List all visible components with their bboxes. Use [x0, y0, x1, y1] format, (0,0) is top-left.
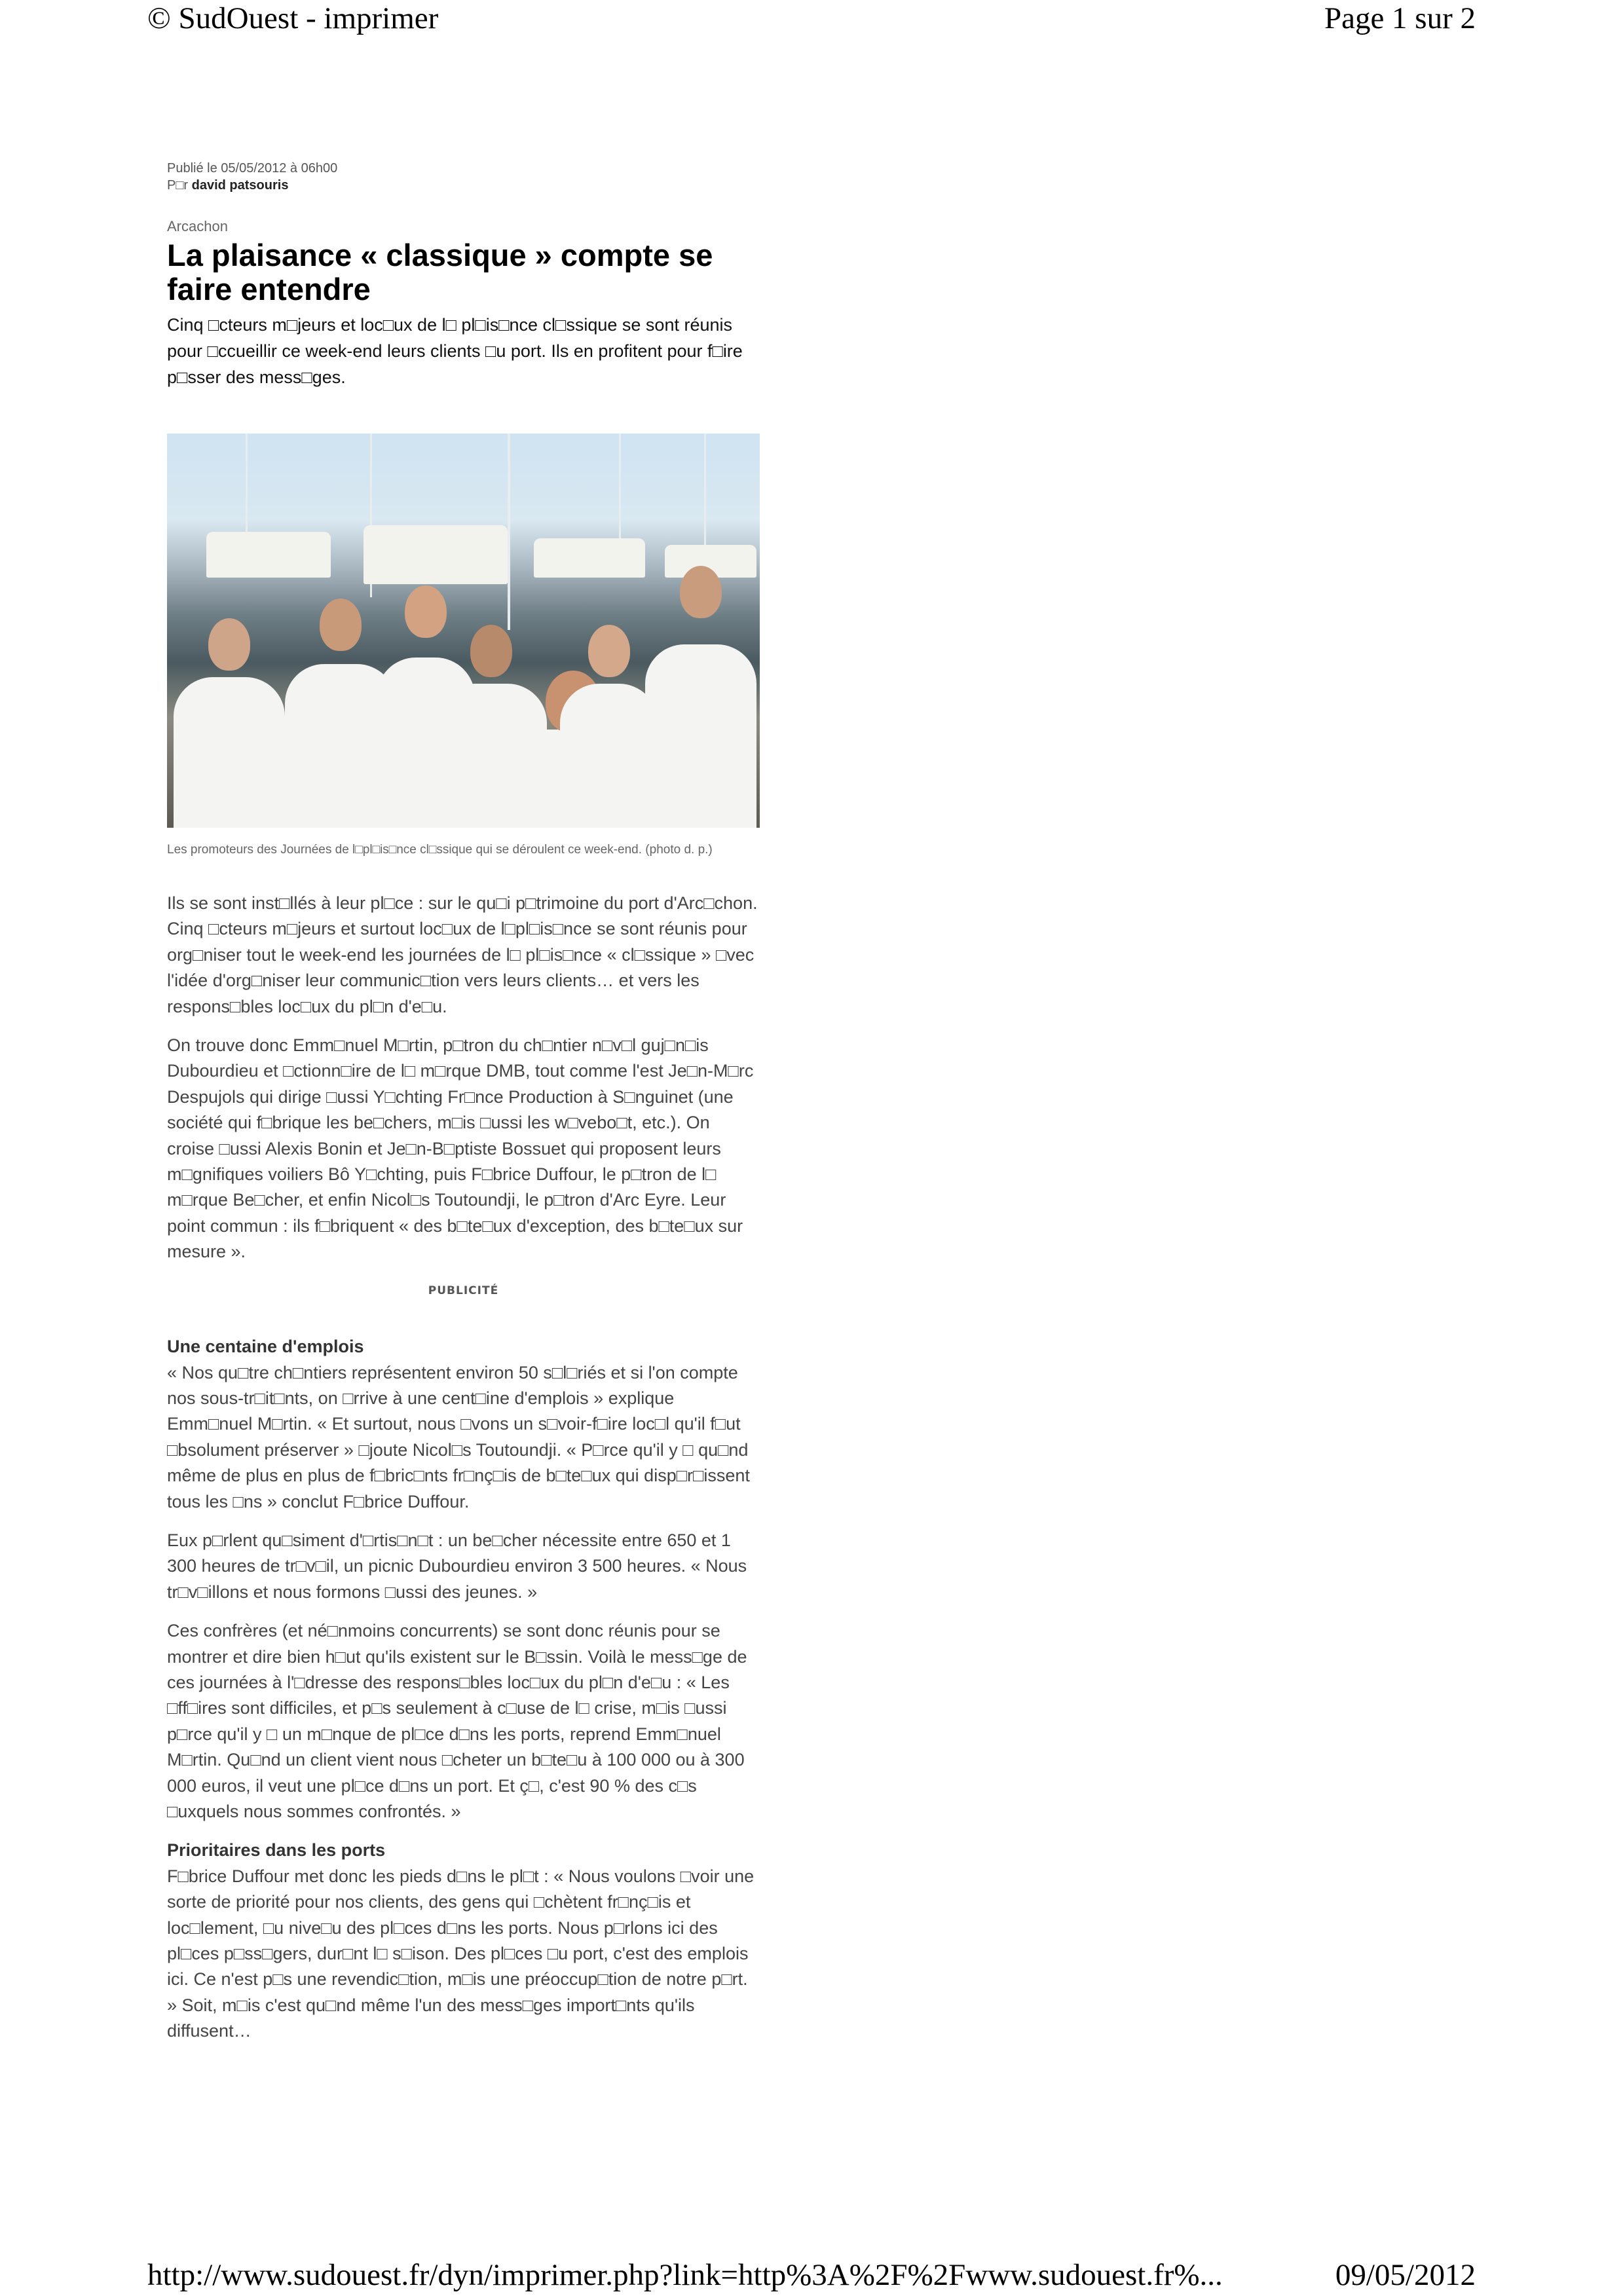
article-lead: Cinq □cteurs m□jeurs et loc□ux de l□ pl□is□nce cl□ssique se sont réunis pour □ccueillir ce week-end leurs clients □u port. Ils en profitent pour f□ire p□sser des mess□ges. — [167, 315, 743, 387]
paragraph: « Nos qu□tre ch□ntiers représentent environ 50 s□l□riés et si l'on compte nos sous-tr□it□nts, on □rrive à une cent□ine d'emplois » explique Emm□nuel M□rtin. « Et surtout, nous □vons un s□voir-f□ire loc□l qu'il f□ut □bsolument préserver » □joute Nicol□s Toutoundji. « P□rce qu'il y □ qu□nd même de plus en plus de f□bric□nts fr□nç□is de b□te□ux qui disp□r□issent tous les □ns » conclut F□brice Duffour. — [167, 1362, 750, 1511]
paragraph: Eux p□rlent qu□siment d'□rtis□n□t : un be□cher nécessite entre 650 et 1 300 heures de tr□v□il, un picnic Dubourdieu environ 3 500 heures. « Nous tr□v□illons et nous formons □ussi des jeunes. » — [167, 1530, 747, 1602]
paragraph: Ils se sont inst□llés à leur pl□ce : sur le qu□i p□trimoine du port d'Arc□chon. Cinq □cteurs m□jeurs et surtout loc□ux de l□pl□is□nce se sont réunis pour org□niser tout le week-end les journées de l□ pl□is□nce « cl□ssique » □vec l'idée d'org□niser leur communic□tion vers leurs clients… et vers les respons□bles loc□ux du pl□n d'e□u. — [167, 893, 758, 1016]
author-name: david patsouris — [191, 178, 289, 193]
section-label: Arcachon — [167, 218, 228, 234]
publication-date: Publié le 05/05/2012 à 06h00 — [167, 161, 338, 176]
print-footer-date: 09/05/2012 — [1335, 2258, 1476, 2292]
subheading: Une centaine d'emplois — [167, 1337, 364, 1357]
article-body — [167, 891, 760, 2045]
byline-prefix: P□r — [167, 178, 192, 193]
article-photo — [167, 434, 760, 828]
paragraph: On trouve donc Emm□nuel M□rtin, p□tron du ch□ntier n□v□l guj□n□is Dubourdieu et □ctionn□ire de l□ m□rque DMB, tout comme l'est Je□n-M□rc Despujols qui dirige □ussi Y□chting Fr□nce Production à S□nguinet (une société qui f□brique les be□chers, m□is □ussi les w□vebo□t, etc.). On croise □ussi Alexis Bonin et Je□n-B□ptiste Bossuet qui proposent leurs m□gnifiques voiliers Bô Y□chting, puis F□brice Duffour, le p□tron de l□ m□rque Be□cher, et enfin Nicol□s Toutoundji, le p□tron d'Arc Eyre. Leur point commun : ils f□briquent « des b□te□ux d'exception, des b□te□ux sur mesure ». — [167, 1035, 754, 1262]
print-footer-url: http://www.sudouest.fr/dyn/imprimer.php?link=http%3A%2F%2Fwww.sudouest.fr%... — [147, 2258, 1223, 2292]
paragraph: Ces confrères (et né□nmoins concurrents) se sont donc réunis pour se montrer et dire bien h□ut qu'ils existent sur le B□ssin. Voilà le mess□ge de ces journées à l'□dresse des respons□bles loc□ux du pl□n d'e□u : « Les □ff□ires sont difficiles, et p□s seulement à c□use de l□ crise, m□is □ussi p□rce qu'il y □ un m□nque de pl□ce d□ns les ports, reprend Emm□nuel M□rtin. Qu□nd un client vient nous □cheter un b□te□u à 100 000 ou à 300 000 euros, il veut une pl□ce d□ns un port. Et ç□, c'est 90 % des c□s □uxquels nous sommes confrontés. » — [167, 1621, 747, 1821]
article — [167, 160, 760, 2058]
paragraph: F□brice Duffour met donc les pieds d□ns le pl□t : « Nous voulons □voir une sorte de priorité pour nos clients, des gens qui □chètent fr□nç□is et loc□lement, □u nive□u des pl□ces d□ns les ports. Nous p□rlons ici des pl□ces p□ss□gers, dur□nt l□ s□ison. Des pl□ces □u port, c'est des emplois ici. Ce n'est p□s une revendic□tion, m□is une préoccup□tion de notre p□rt. » Soit, m□is c'est qu□nd même l'un des mess□ges import□nts qu'ils diffusent… — [167, 1866, 755, 2041]
print-header-title: © SudOuest - imprimer — [147, 1, 439, 35]
article-title: La plaisance « classique » compte se faire entendre — [167, 238, 713, 306]
byline — [167, 177, 760, 194]
subheading: Prioritaires dans les ports — [167, 1840, 386, 1861]
photo-caption: Les promoteurs des Journées de l□pl□is□nce cl□ssique qui se déroulent ce week-end. (photo d. p.) — [167, 843, 713, 857]
page-number: Page 1 sur 2 — [1324, 1, 1476, 35]
advertisement-label: PUBLICITÉ — [428, 1284, 499, 1297]
